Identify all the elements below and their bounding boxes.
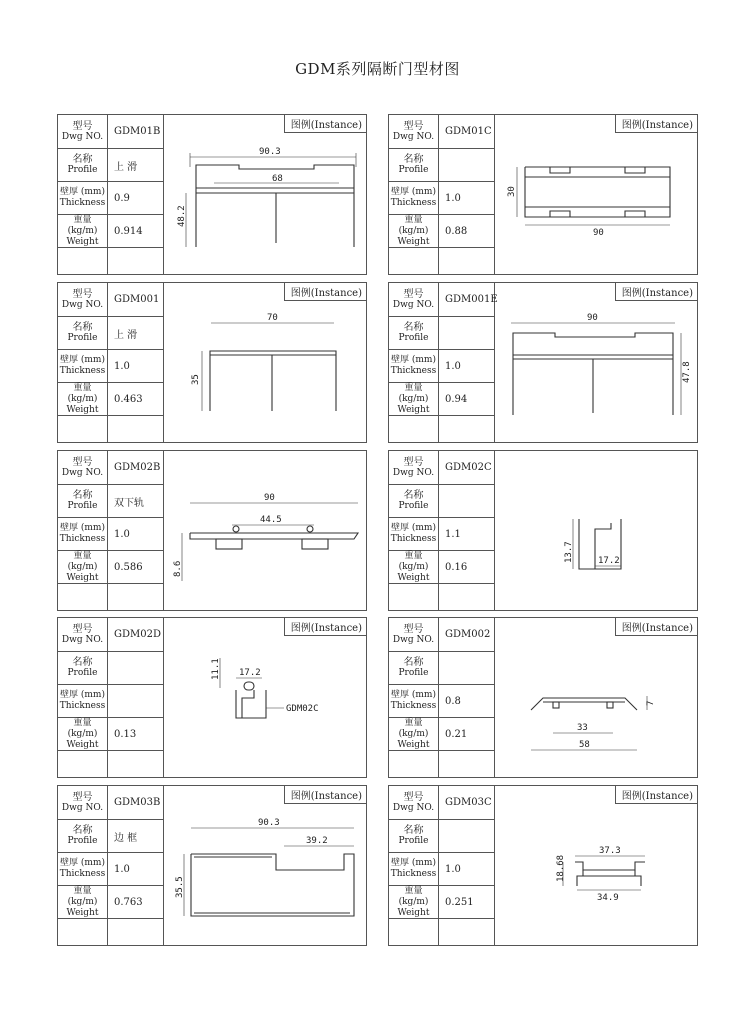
empty-label (58, 584, 108, 610)
profile-value: 上 滑 (108, 317, 164, 350)
profile-drawing (495, 283, 699, 442)
profile-value (439, 820, 495, 853)
dim-label: 90 (264, 493, 275, 503)
weight-value: 0.21 (439, 718, 495, 751)
profile-value: 上 滑 (108, 149, 164, 182)
empty-value (439, 919, 495, 945)
weight-value: 0.94 (439, 383, 495, 416)
dim-label: 39.2 (306, 836, 328, 846)
weight-value: 0.763 (108, 886, 164, 919)
profile-card-gdm01c (388, 114, 698, 275)
dwg-label: 型号 Dwg NO. (58, 283, 108, 317)
empty-value (108, 248, 164, 274)
profile-label: 名称 Profile (389, 820, 439, 853)
profile-drawing (495, 115, 699, 274)
thickness-label: 壁厚 (mm) Thickness (58, 350, 108, 383)
thickness-value: 1.0 (439, 350, 495, 383)
empty-value (439, 248, 495, 274)
instance-label: 图例(Instance) (284, 786, 366, 804)
dwg-label: 型号 Dwg NO. (58, 618, 108, 652)
empty-value (108, 584, 164, 610)
dwg-value: GDM01B (108, 115, 164, 149)
profile-drawing (495, 786, 699, 945)
weight-label: 重量 (kg/m) Weight (389, 383, 439, 416)
thickness-label: 壁厚 (mm) Thickness (389, 853, 439, 886)
dwg-label: 型号 Dwg NO. (58, 115, 108, 149)
profile-drawing (495, 451, 699, 610)
dwg-label: 型号 Dwg NO. (389, 283, 439, 317)
empty-value (439, 751, 495, 777)
dwg-label: 型号 Dwg NO. (389, 115, 439, 149)
weight-value: 0.463 (108, 383, 164, 416)
thickness-value: 1.0 (439, 853, 495, 886)
profile-value (439, 317, 495, 350)
dwg-value: GDM02D (108, 618, 164, 652)
profile-label: 名称 Profile (389, 317, 439, 350)
thickness-label: 壁厚 (mm) Thickness (58, 853, 108, 886)
profile-drawing (164, 451, 368, 610)
thickness-value: 1.0 (108, 350, 164, 383)
profile-label: 名称 Profile (58, 820, 108, 853)
empty-label (58, 416, 108, 442)
dwg-label: 型号 Dwg NO. (389, 786, 439, 820)
dwg-value: GDM01C (439, 115, 495, 149)
empty-label (389, 751, 439, 777)
weight-label: 重量 (kg/m) Weight (58, 215, 108, 248)
dim-label: 90.3 (258, 818, 280, 828)
weight-value: 0.251 (439, 886, 495, 919)
profile-drawing (164, 283, 368, 442)
thickness-value (108, 685, 164, 718)
weight-label: 重量 (kg/m) Weight (389, 551, 439, 584)
dwg-value: GDM001E (439, 283, 495, 317)
dim-label: 17.2 (598, 556, 620, 566)
profile-value (439, 149, 495, 182)
instance-label: 图例(Instance) (615, 618, 697, 636)
dwg-value: GDM02B (108, 451, 164, 485)
profile-label: 名称 Profile (58, 485, 108, 518)
empty-label (58, 751, 108, 777)
profile-drawing (495, 618, 699, 777)
profile-label: 名称 Profile (389, 485, 439, 518)
dwg-value: GDM002 (439, 618, 495, 652)
instance-label: 图例(Instance) (284, 283, 366, 301)
dim-label: GDM02C (286, 704, 319, 714)
dwg-label: 型号 Dwg NO. (58, 786, 108, 820)
thickness-label: 壁厚 (mm) Thickness (389, 182, 439, 215)
profile-value (108, 652, 164, 685)
dim-label: 7 (646, 700, 656, 706)
profile-value: 边 框 (108, 820, 164, 853)
dim-label: 35.5 (175, 876, 185, 898)
weight-value: 0.586 (108, 551, 164, 584)
weight-value: 0.88 (439, 215, 495, 248)
thickness-label: 壁厚 (mm) Thickness (389, 518, 439, 551)
profile-value (439, 652, 495, 685)
profile-card-gdm01b (57, 114, 367, 275)
thickness-label: 壁厚 (mm) Thickness (58, 685, 108, 718)
thickness-value: 1.0 (108, 853, 164, 886)
dim-label: 58 (579, 740, 590, 750)
profile-card-gdm02c (388, 450, 698, 611)
empty-label (58, 919, 108, 945)
dim-label: 13.7 (564, 541, 574, 563)
profile-drawing (164, 618, 368, 777)
weight-label: 重量 (kg/m) Weight (58, 383, 108, 416)
dim-label: 33 (577, 723, 588, 733)
empty-label (389, 584, 439, 610)
profile-label: 名称 Profile (58, 652, 108, 685)
dwg-value: GDM03C (439, 786, 495, 820)
empty-value (439, 416, 495, 442)
dwg-label: 型号 Dwg NO. (389, 451, 439, 485)
empty-label (389, 919, 439, 945)
profile-card-gdm001e (388, 282, 698, 443)
empty-value (108, 919, 164, 945)
weight-label: 重量 (kg/m) Weight (389, 718, 439, 751)
dwg-value: GDM03B (108, 786, 164, 820)
profile-label: 名称 Profile (389, 652, 439, 685)
weight-label: 重量 (kg/m) Weight (389, 886, 439, 919)
dim-label: 70 (267, 313, 278, 323)
dim-label: 18.68 (556, 854, 566, 882)
weight-value: 0.16 (439, 551, 495, 584)
dwg-label: 型号 Dwg NO. (389, 618, 439, 652)
dim-label: 48.2 (177, 205, 187, 227)
empty-label (58, 248, 108, 274)
empty-value (108, 751, 164, 777)
weight-label: 重量 (kg/m) Weight (58, 886, 108, 919)
instance-label: 图例(Instance) (615, 283, 697, 301)
profile-label: 名称 Profile (58, 149, 108, 182)
weight-label: 重量 (kg/m) Weight (58, 718, 108, 751)
dim-label: 90 (593, 228, 604, 238)
dim-label: 34.9 (597, 893, 619, 903)
thickness-label: 壁厚 (mm) Thickness (389, 350, 439, 383)
empty-value (108, 416, 164, 442)
profile-card-gdm03b (57, 785, 367, 946)
profile-drawing (164, 786, 368, 945)
weight-label: 重量 (kg/m) Weight (389, 215, 439, 248)
instance-label: 图例(Instance) (615, 786, 697, 804)
dim-label: 90 (587, 313, 598, 323)
instance-label: 图例(Instance) (615, 115, 697, 133)
thickness-label: 壁厚 (mm) Thickness (389, 685, 439, 718)
dim-label: 8.6 (173, 560, 183, 577)
thickness-value: 1.1 (439, 518, 495, 551)
page-title: GDM系列隔断门型材图 (295, 60, 460, 78)
weight-value: 0.13 (108, 718, 164, 751)
dim-label: 68 (272, 174, 283, 184)
thickness-value: 0.8 (439, 685, 495, 718)
thickness-value: 0.9 (108, 182, 164, 215)
thickness-label: 壁厚 (mm) Thickness (58, 182, 108, 215)
thickness-value: 1.0 (439, 182, 495, 215)
profile-card-gdm002 (388, 617, 698, 778)
dwg-value: GDM02C (439, 451, 495, 485)
empty-label (389, 416, 439, 442)
thickness-value: 1.0 (108, 518, 164, 551)
profile-label: 名称 Profile (58, 317, 108, 350)
profile-card-gdm03c (388, 785, 698, 946)
dim-label: 90.3 (259, 147, 281, 157)
profile-drawing (164, 115, 368, 274)
profile-value: 双下轨 (108, 485, 164, 518)
dim-label: 30 (507, 186, 517, 197)
dim-label: 44.5 (260, 515, 282, 525)
profile-value (439, 485, 495, 518)
profile-card-gdm001 (57, 282, 367, 443)
dim-label: 11.1 (211, 658, 221, 680)
dim-label: 47.8 (682, 361, 692, 383)
instance-label: 图例(Instance) (284, 115, 366, 133)
dwg-value: GDM001 (108, 283, 164, 317)
profile-label: 名称 Profile (389, 149, 439, 182)
dwg-label: 型号 Dwg NO. (58, 451, 108, 485)
dim-label: 37.3 (599, 846, 621, 856)
profile-card-gdm02b (57, 450, 367, 611)
empty-label (389, 248, 439, 274)
empty-value (439, 584, 495, 610)
instance-label: 图例(Instance) (284, 618, 366, 636)
thickness-label: 壁厚 (mm) Thickness (58, 518, 108, 551)
dim-label: 35 (191, 374, 201, 385)
dim-label: 17.2 (239, 668, 261, 678)
profile-card-gdm02d (57, 617, 367, 778)
weight-value: 0.914 (108, 215, 164, 248)
weight-label: 重量 (kg/m) Weight (58, 551, 108, 584)
